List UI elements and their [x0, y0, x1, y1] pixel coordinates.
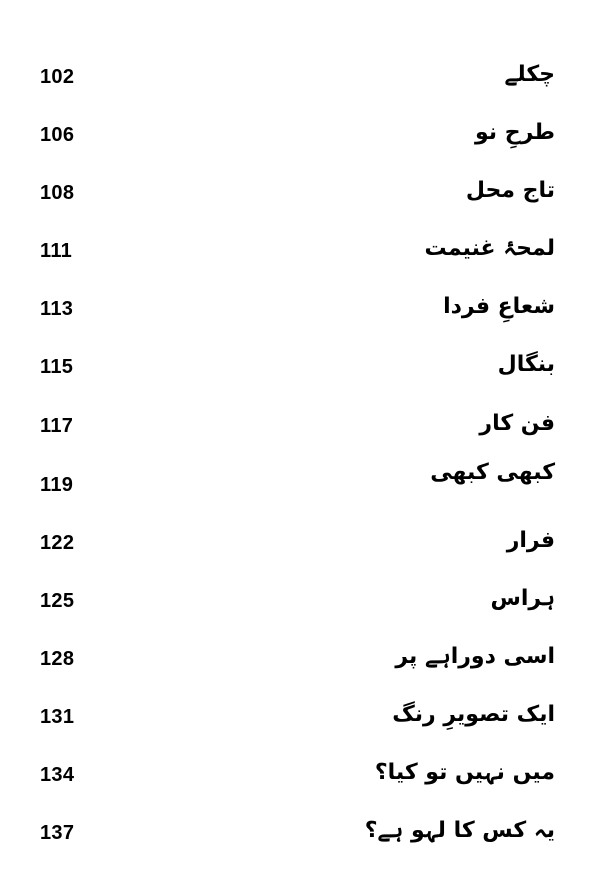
chapter-title: شعاعِ فردا — [443, 294, 555, 319]
page-number: 128 — [40, 648, 75, 670]
toc-entry — [0, 174, 600, 214]
chapter-title: لمحۂ غنیمت — [424, 236, 555, 261]
toc-entry — [0, 348, 600, 388]
toc-entry — [0, 582, 600, 622]
page-number: 106 — [40, 124, 75, 146]
chapter-title: بنگال — [497, 352, 555, 377]
chapter-title: ہراس — [490, 586, 555, 611]
chapter-title: فن کار — [479, 411, 555, 436]
page-number: 117 — [40, 415, 74, 437]
page-number: 113 — [40, 298, 74, 320]
page-number: 122 — [40, 532, 75, 554]
page-number: 137 — [40, 822, 75, 844]
toc-entry — [0, 232, 600, 272]
toc-entry — [0, 407, 600, 447]
page-number: 125 — [40, 590, 75, 612]
chapter-title: فرار — [506, 528, 555, 553]
page-number: 119 — [40, 474, 74, 496]
chapter-title: میں نہیں تو کیا؟ — [374, 760, 555, 785]
page-number: 134 — [40, 764, 75, 786]
chapter-title: یہ کس کا لہو ہے؟ — [364, 818, 555, 843]
toc-entry — [0, 58, 600, 98]
toc-entry — [0, 116, 600, 156]
toc-entry — [0, 640, 600, 680]
toc-entry — [0, 698, 600, 738]
page-number: 115 — [40, 356, 74, 378]
page-number: 111 — [40, 240, 73, 262]
page-number: 108 — [40, 182, 75, 204]
toc-entry — [0, 756, 600, 796]
toc-entry — [0, 290, 600, 330]
page-number: 102 — [40, 66, 75, 88]
toc-entry — [0, 460, 600, 506]
chapter-title: طرحِ نو — [475, 120, 555, 145]
page-number: 131 — [40, 706, 75, 728]
chapter-title: چکلے — [504, 62, 555, 87]
toc-entry — [0, 524, 600, 564]
chapter-title: کبھی کبھی — [430, 460, 555, 485]
chapter-title: اسی دوراہے پر — [395, 644, 555, 669]
chapter-title: ایک تصویرِ رنگ — [392, 702, 555, 727]
toc-entry — [0, 814, 600, 854]
chapter-title: تاج محل — [465, 178, 555, 203]
